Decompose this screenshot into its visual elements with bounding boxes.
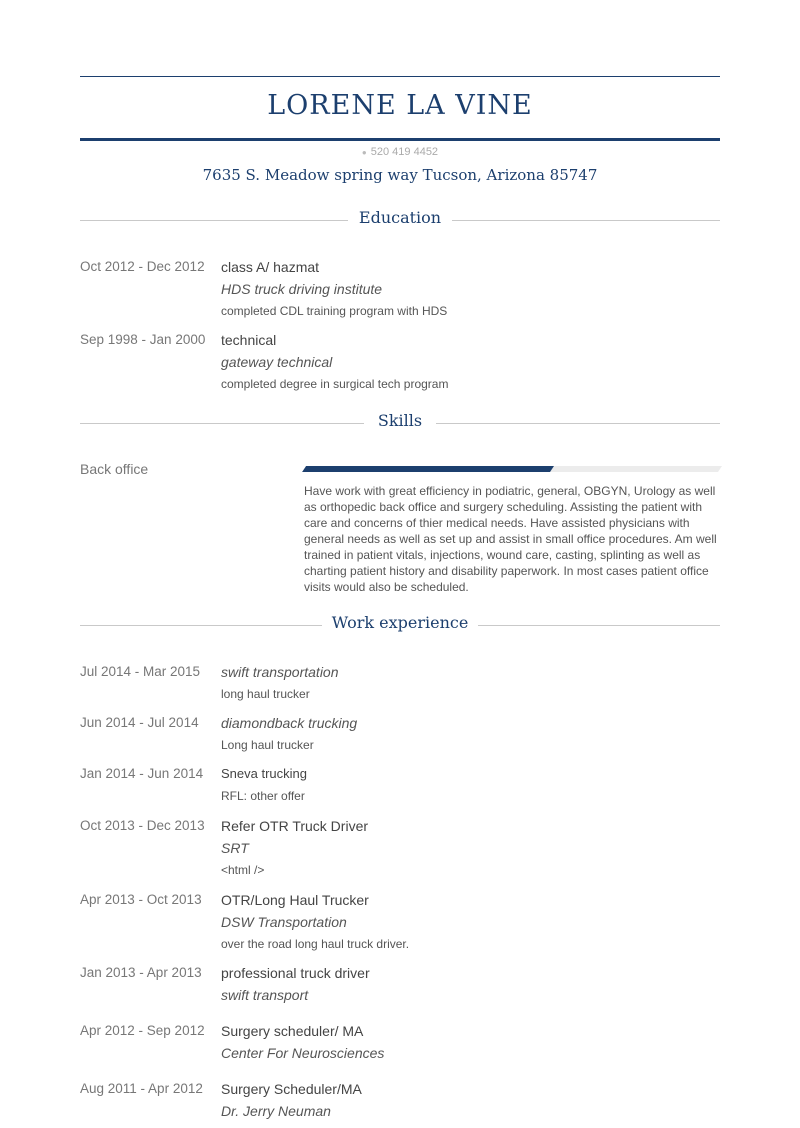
work-date: Apr 2013 - Oct 2013 [80,892,202,907]
work-details [221,763,720,807]
education-degree: class A/ hazmat [221,259,320,275]
education-date: Sep 1998 - Jan 2000 [80,332,206,347]
work-date: Jan 2013 - Apr 2013 [80,965,202,980]
work-title: Work experience [331,613,469,632]
work-company: diamondback trucking [221,715,358,731]
work-company: SRT [221,840,249,856]
work-date: Jun 2014 - Jul 2014 [80,715,199,730]
candidate-name: LORENE LA VINE [267,90,533,121]
work-company: Dr. Jerry Neuman [221,1103,331,1119]
resume-page [80,0,720,1128]
education-description: completed degree in surgical tech program [221,377,449,391]
education-description: completed CDL training program with HDS [221,304,448,318]
skill-name: Back office [80,461,149,477]
work-position: Surgery scheduler/ MA [221,1023,364,1039]
work-details [221,1020,720,1064]
work-date: Oct 2013 - Dec 2013 [80,818,205,833]
work-date: Jan 2014 - Jun 2014 [80,766,204,781]
work-position: Sneva trucking [221,766,307,781]
work-details [221,712,720,756]
work-date: Jul 2014 - Mar 2015 [80,664,201,679]
work-description: Long haul trucker [221,738,314,752]
work-details [221,1078,720,1122]
education-school: HDS truck driving institute [221,281,383,297]
skill-level-bar [302,466,722,472]
work-company: DSW Transportation [221,914,347,930]
work-date: Aug 2011 - Apr 2012 [80,1081,203,1096]
name-divider [80,138,720,141]
work-position: Surgery Scheduler/MA [221,1081,362,1097]
work-description: RFL: other offer [221,789,305,803]
work-company: swift transportation [221,664,339,680]
bullet-icon: ● [361,147,367,157]
work-company: Center For Neurosciences [221,1045,385,1061]
skills-heading [80,411,720,435]
work-description: <html /> [221,863,265,877]
heading-rule-right [452,220,720,221]
heading-rule-right [478,625,720,626]
skills-title: Skills [377,411,423,430]
work-date: Apr 2012 - Sep 2012 [80,1023,205,1038]
education-details [221,329,720,395]
skill-description: Have work with great efficiency in podiatric, general, OBGYN, Urology as well as orthopedic back office and surgery scheduling. Assisting the patient with care and concerns of thier medical needs. Have assisted physicians with general needs as well as set up and assist in small office procedures. Am well trained in patient vitals, injections, wound care, casting, splinting as well as charting patient history and disability paperwork. In most cases patient office visits would also be scheduled. [304,484,717,594]
education-heading [80,208,720,232]
work-details [221,815,720,881]
work-details [221,889,720,955]
phone-number: 520 419 4452 [370,146,439,158]
education-details [221,256,720,322]
work-position: professional truck driver [221,965,370,981]
phone-line [80,146,720,158]
heading-rule-right [436,423,720,424]
work-description: long haul trucker [221,687,310,701]
work-description: over the road long haul truck driver. [221,937,410,951]
education-degree: technical [221,332,277,348]
work-position: OTR/Long Haul Trucker [221,892,369,908]
work-heading [80,613,720,637]
work-details [221,661,720,705]
education-school: gateway technical [221,354,333,370]
address: 7635 S. Meadow spring way Tucson, Arizona 85747 [202,166,598,184]
top-divider [80,76,720,77]
education-title: Education [358,208,442,227]
skill-level-fill [302,466,554,472]
work-position: Refer OTR Truck Driver [221,818,369,834]
education-date: Oct 2012 - Dec 2012 [80,259,205,274]
work-company: swift transport [221,987,309,1003]
work-details [221,962,720,1006]
